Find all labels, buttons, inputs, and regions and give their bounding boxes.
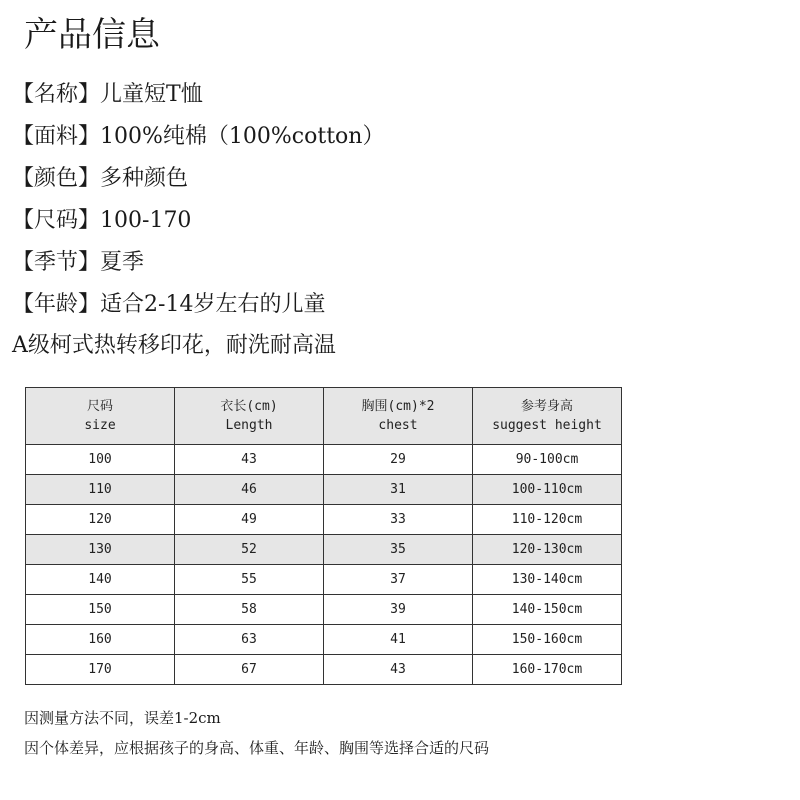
header-size (26, 388, 175, 445)
table-row (26, 445, 622, 475)
cell-chest: 43 (324, 655, 473, 685)
header-en: size (84, 418, 116, 433)
cell-height: 120-130cm (473, 535, 622, 565)
cell-size: 100 (26, 445, 175, 475)
cell-length: 55 (175, 565, 324, 595)
table-header-row (26, 388, 622, 445)
table-row (26, 565, 622, 595)
cell-length: 49 (175, 505, 324, 535)
header-zh: 胸围(cm)*2 (361, 399, 435, 414)
header-en: Length (225, 418, 273, 433)
info-value: 100-170 (100, 208, 192, 233)
product-info-list (12, 74, 384, 326)
info-label: 【年龄】 (12, 292, 101, 317)
cell-size: 140 (26, 565, 175, 595)
header-chest (324, 388, 473, 445)
info-value: 100%纯棉（100%cotton） (100, 124, 385, 149)
cell-height: 90-100cm (473, 445, 622, 475)
cell-length: 46 (175, 475, 324, 505)
info-label: 【名称】 (12, 82, 101, 107)
table-row (26, 655, 622, 685)
cell-height: 110-120cm (473, 505, 622, 535)
cell-size: 120 (26, 505, 175, 535)
cell-chest: 29 (324, 445, 473, 475)
cell-length: 58 (175, 595, 324, 625)
cell-height: 100-110cm (473, 475, 622, 505)
info-label: 【面料】 (12, 124, 101, 149)
table-row (26, 505, 622, 535)
cell-size: 160 (26, 625, 175, 655)
header-zh: 尺码 (86, 399, 113, 414)
table-row (26, 625, 622, 655)
header-en: suggest height (492, 418, 602, 433)
cell-size: 110 (26, 475, 175, 505)
cell-chest: 31 (324, 475, 473, 505)
cell-height: 160-170cm (473, 655, 622, 685)
info-row-size (12, 200, 384, 242)
header-zh: 衣长(cm) (220, 399, 278, 414)
table-row (26, 535, 622, 565)
page-title: 产品信息 (24, 15, 160, 55)
cell-length: 43 (175, 445, 324, 475)
table-row (26, 475, 622, 505)
cell-height: 130-140cm (473, 565, 622, 595)
print-note: A级柯式热转移印花，耐洗耐高温 (12, 333, 336, 358)
info-row-color (12, 158, 384, 200)
cell-chest: 33 (324, 505, 473, 535)
size-chart-table (25, 387, 622, 685)
header-height (473, 388, 622, 445)
cell-chest: 39 (324, 595, 473, 625)
cell-chest: 41 (324, 625, 473, 655)
table-row (26, 595, 622, 625)
info-label: 【季节】 (12, 250, 101, 275)
cell-length: 67 (175, 655, 324, 685)
cell-height: 150-160cm (473, 625, 622, 655)
cell-chest: 35 (324, 535, 473, 565)
info-row-season (12, 242, 384, 284)
footnote-measurement: 因测量方法不同，误差1-2cm (24, 709, 221, 727)
info-value: 多种颜色 (100, 166, 189, 191)
cell-length: 63 (175, 625, 324, 655)
info-value: 夏季 (100, 250, 145, 275)
header-length (175, 388, 324, 445)
info-label: 【颜色】 (12, 166, 101, 191)
info-row-name (12, 74, 384, 116)
info-row-fabric (12, 116, 384, 158)
cell-size: 130 (26, 535, 175, 565)
footnote-fit-advice: 因个体差异，应根据孩子的身高、体重、年龄、胸围等选择合适的尺码 (24, 739, 490, 757)
cell-height: 140-150cm (473, 595, 622, 625)
info-row-age (12, 284, 384, 326)
header-en: chest (378, 418, 418, 433)
cell-size: 170 (26, 655, 175, 685)
info-value: 适合2-14岁左右的儿童 (100, 292, 326, 317)
cell-length: 52 (175, 535, 324, 565)
header-zh: 参考身高 (520, 399, 573, 414)
cell-chest: 37 (324, 565, 473, 595)
info-value: 儿童短T恤 (100, 82, 203, 107)
info-label: 【尺码】 (12, 208, 101, 233)
cell-size: 150 (26, 595, 175, 625)
